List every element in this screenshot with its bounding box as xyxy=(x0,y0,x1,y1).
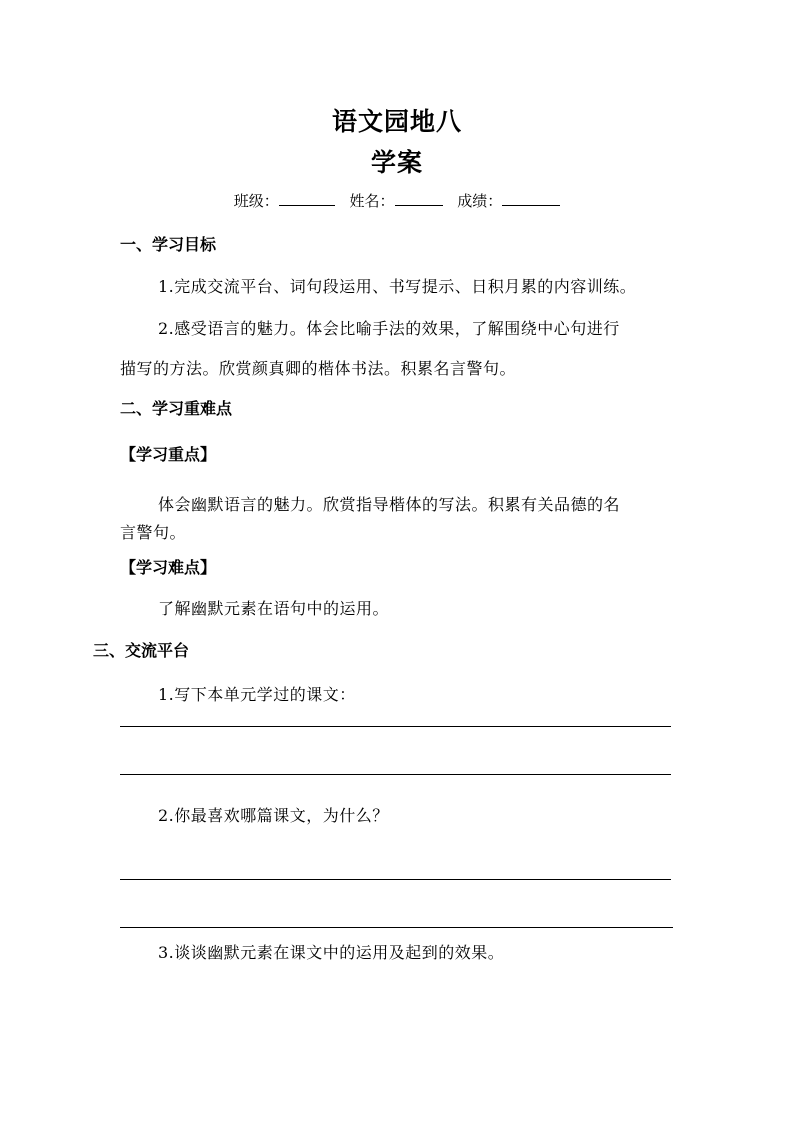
answer-line-1a[interactable] xyxy=(120,726,671,727)
section-heading-key-points: 二、学习重难点 xyxy=(120,399,233,418)
key-point-line-1: 体会幽默语言的魅力。欣赏指导楷体的写法。积累有关品德的名 xyxy=(158,495,621,514)
difficult-point-text: 了解幽默元素在语句中的运用。 xyxy=(158,599,390,618)
score-field[interactable] xyxy=(502,191,560,206)
section-heading-goals: 一、学习目标 xyxy=(120,235,217,254)
key-point-line-2: 言警句。 xyxy=(120,523,187,542)
goal-item-1: 1.完成交流平台、词句段运用、书写提示、日积月累的内容训练。 xyxy=(158,277,637,296)
answer-line-2b[interactable] xyxy=(120,927,673,928)
question-1: 1.写下本单元学过的课文： xyxy=(158,685,356,704)
difficult-point-label: 【学习难点】 xyxy=(120,558,217,577)
section-heading-exchange: 三、交流平台 xyxy=(93,641,190,660)
name-field[interactable] xyxy=(395,191,443,206)
answer-line-1b[interactable] xyxy=(120,774,671,775)
class-field[interactable] xyxy=(279,191,335,206)
page-title: 语文园地八 xyxy=(331,107,462,136)
student-info-row xyxy=(0,190,794,211)
name-label: 姓名： xyxy=(349,192,395,210)
question-2: 2.你最喜欢哪篇课文，为什么？ xyxy=(158,806,389,825)
answer-line-2a[interactable] xyxy=(120,879,671,880)
question-3: 3.谈谈幽默元素在课文中的运用及起到的效果。 xyxy=(158,943,505,962)
page-subtitle: 学案 xyxy=(370,148,423,177)
class-label: 班级： xyxy=(233,192,279,210)
score-label: 成绩： xyxy=(457,192,503,210)
goal-item-2-line-2: 描写的方法。欣赏颜真卿的楷体书法。积累名言警句。 xyxy=(120,359,517,378)
goal-item-2-line-1: 2.感受语言的魅力。体会比喻手法的效果，了解围绕中心句进行 xyxy=(158,319,620,338)
key-point-label: 【学习重点】 xyxy=(120,445,217,464)
